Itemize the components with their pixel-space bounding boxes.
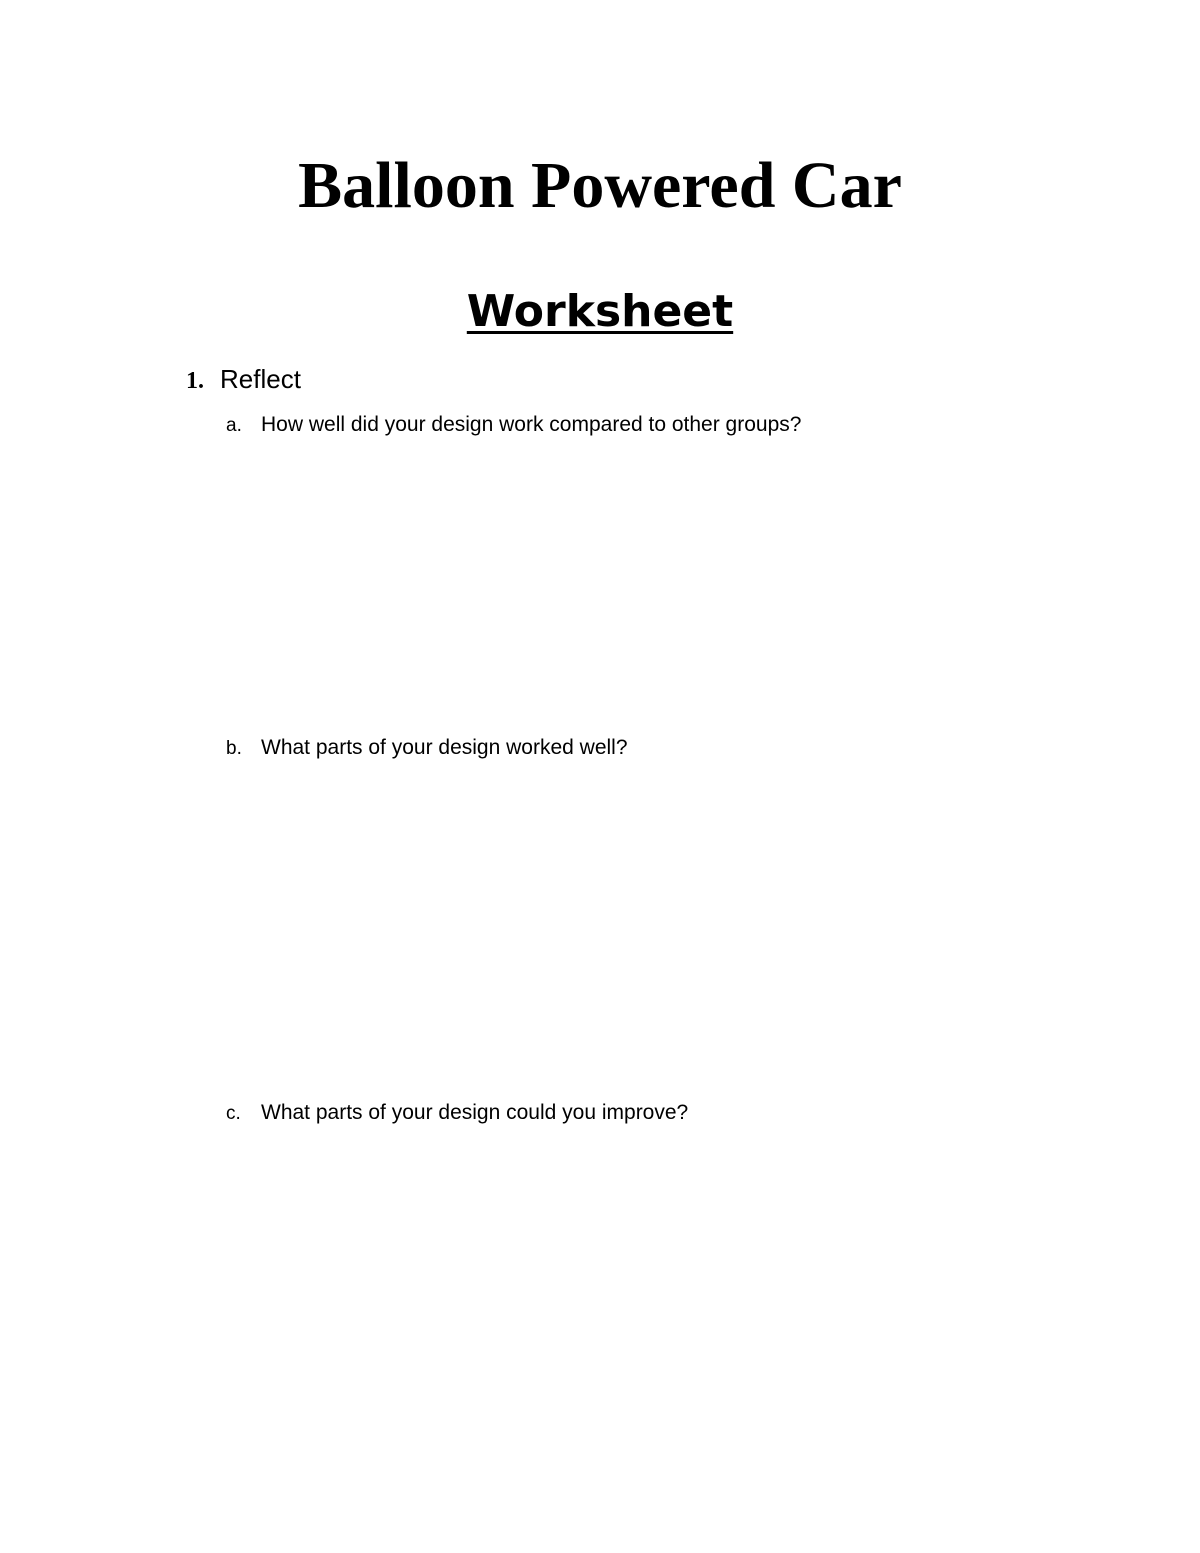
section-number: 1. bbox=[186, 368, 204, 394]
question-c bbox=[226, 1098, 688, 1128]
question-letter: a. bbox=[226, 415, 242, 436]
question-a bbox=[226, 410, 801, 440]
question-text: What parts of your design worked well? bbox=[261, 736, 628, 759]
question-b bbox=[226, 733, 628, 763]
document-title: Balloon Powered Car bbox=[298, 149, 902, 222]
question-text: What parts of your design could you improve? bbox=[261, 1101, 689, 1124]
question-text: How well did your design work compared to other groups? bbox=[261, 413, 802, 436]
document-subtitle bbox=[0, 284, 1200, 340]
question-letter: b. bbox=[226, 738, 242, 759]
subtitle-text: Worksheet bbox=[466, 286, 734, 337]
section-label: Reflect bbox=[220, 364, 301, 394]
section-reflect bbox=[186, 361, 301, 397]
question-letter: c. bbox=[226, 1103, 241, 1124]
